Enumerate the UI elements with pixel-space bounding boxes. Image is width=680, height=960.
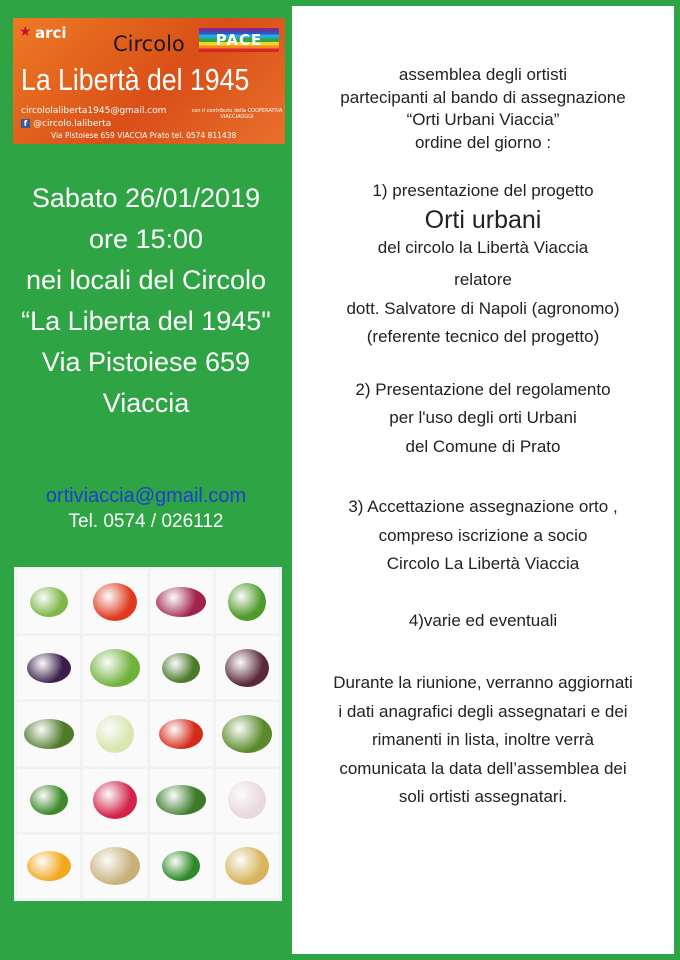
event-time: ore 15:00	[88, 224, 204, 254]
beans-icon	[225, 649, 269, 687]
facebook-handle: @circolo.laliberta	[33, 119, 112, 129]
zucchini-icon	[222, 715, 272, 753]
contacts	[0, 483, 292, 535]
vegetable-cell	[150, 570, 213, 633]
vegetable-cell	[216, 835, 279, 898]
contact-phone: Tel. 0574 / 026112	[68, 511, 224, 532]
vegetable-cell	[17, 835, 80, 898]
agenda-item-1-line: del circolo la Libertà Viaccia	[377, 237, 589, 257]
agenda-item-2-line: per l'uso degli orti Urbani	[389, 408, 577, 427]
agenda-item-1-line: relatore	[454, 270, 512, 289]
agenda-item-1-line: (referente tecnico del progetto)	[366, 327, 600, 346]
cabbage-icon	[30, 587, 68, 617]
radicchio-icon	[156, 587, 206, 617]
circolo-label: Circolo	[113, 32, 185, 56]
peppers-icon	[93, 583, 137, 621]
contact-email[interactable]: ortiviaccia@gmail.com	[45, 485, 247, 507]
vegetable-cell	[216, 769, 279, 832]
agenda-note: comunicata la data dell’assemblea dei	[339, 758, 627, 778]
vegetable-grid	[14, 567, 282, 901]
agenda-note: Durante la riunione, verranno aggiornati	[333, 673, 633, 692]
event-date: Sabato 26/01/2019	[31, 183, 261, 213]
vegetable-cell	[83, 769, 146, 832]
star-icon: ★	[19, 24, 32, 40]
eggplant-icon	[27, 653, 71, 683]
fennel-icon	[96, 715, 134, 753]
pumpkin-icon	[24, 719, 74, 749]
cucumbers-icon	[156, 785, 206, 815]
garlic-icon	[228, 781, 266, 819]
vegetable-cell	[150, 769, 213, 832]
agenda-item-3: 3) Accettazione assegnazione orto ,	[348, 497, 618, 516]
agenda-item-1: 1) presentazione del progetto	[372, 181, 594, 200]
green-peas-icon	[162, 851, 200, 881]
vegetable-cell	[17, 636, 80, 699]
event-town: Viaccia	[102, 388, 190, 418]
vegetable-cell	[150, 702, 213, 765]
facebook-icon: f	[21, 119, 30, 128]
logo-address: Via Pistoiese 659 VIACCIA Prato tel. 0574 811438	[51, 131, 237, 140]
agenda-item-3-line: Circolo La Libertà Viaccia	[386, 554, 580, 573]
event-details	[0, 178, 292, 424]
vegetable-cell	[216, 636, 279, 699]
vegetable-cell	[83, 702, 146, 765]
zucchini-flower-icon	[27, 851, 71, 881]
vegetable-cell	[17, 570, 80, 633]
logo-email: circololaliberta1945@gmail.com	[21, 106, 167, 116]
agenda-item-2-line: del Comune di Prato	[405, 436, 561, 456]
event-venue: “La Liberta del 1945"	[21, 306, 271, 336]
vegetable-cell	[83, 835, 146, 898]
circolo-logo	[13, 18, 285, 144]
circolo-name: La Libertà del 1945	[21, 62, 250, 97]
agenda-heading: ordine del giorno :	[414, 132, 552, 152]
arci-label: arci	[35, 24, 67, 42]
vegetable-cell	[216, 702, 279, 765]
event-street: Via Pistoiese 659	[41, 347, 251, 377]
logo-facebook	[21, 119, 111, 129]
agenda-item-2: 2) Presentazione del regolamento	[355, 379, 611, 399]
agenda-item-3-line: compreso iscrizione a socio	[378, 525, 588, 545]
vegetable-cell	[150, 835, 213, 898]
vegetable-cell	[216, 570, 279, 633]
agenda-note: rimanenti in lista, inoltre verrà	[371, 730, 595, 749]
radishes-icon	[93, 781, 137, 819]
pace-flag: PACE	[199, 28, 279, 52]
rocket-icon	[162, 653, 200, 683]
agenda-project-name: “Orti Urbani Viaccia”	[406, 110, 560, 129]
vegetable-cell	[83, 636, 146, 699]
peas-icon	[90, 649, 140, 687]
left-panel	[0, 0, 292, 960]
tomatoes-icon	[159, 719, 203, 749]
logo-contribution: con il contributo della COOPERATIVA VIACCIAOGGI	[191, 108, 283, 120]
agenda-panel	[292, 6, 674, 954]
agenda-title: assemblea degli ortisti	[398, 65, 568, 84]
vegetable-cell	[150, 636, 213, 699]
agenda	[292, 64, 674, 809]
agenda-note: soli ortisti assegnatari.	[398, 787, 568, 806]
broccoli-icon	[30, 785, 68, 815]
agenda-note: i dati anagrafici degli assegnatari e dei	[338, 701, 628, 721]
celeriac-icon	[90, 847, 140, 885]
agenda-item-4: 4)varie ed eventuali	[408, 610, 558, 630]
vegetable-cell	[83, 570, 146, 633]
event-place: nei locali del Circolo	[25, 265, 267, 295]
vegetable-cell	[17, 702, 80, 765]
agenda-subtitle: partecipanti al bando di assegnazione	[340, 87, 626, 107]
agenda-item-1-line: dott. Salvatore di Napoli (agronomo)	[346, 298, 620, 318]
herbs-icon	[228, 583, 266, 621]
vegetable-cell	[17, 769, 80, 832]
agenda-item-1-title: Orti urbani	[424, 205, 542, 234]
potato-icon	[225, 847, 269, 885]
